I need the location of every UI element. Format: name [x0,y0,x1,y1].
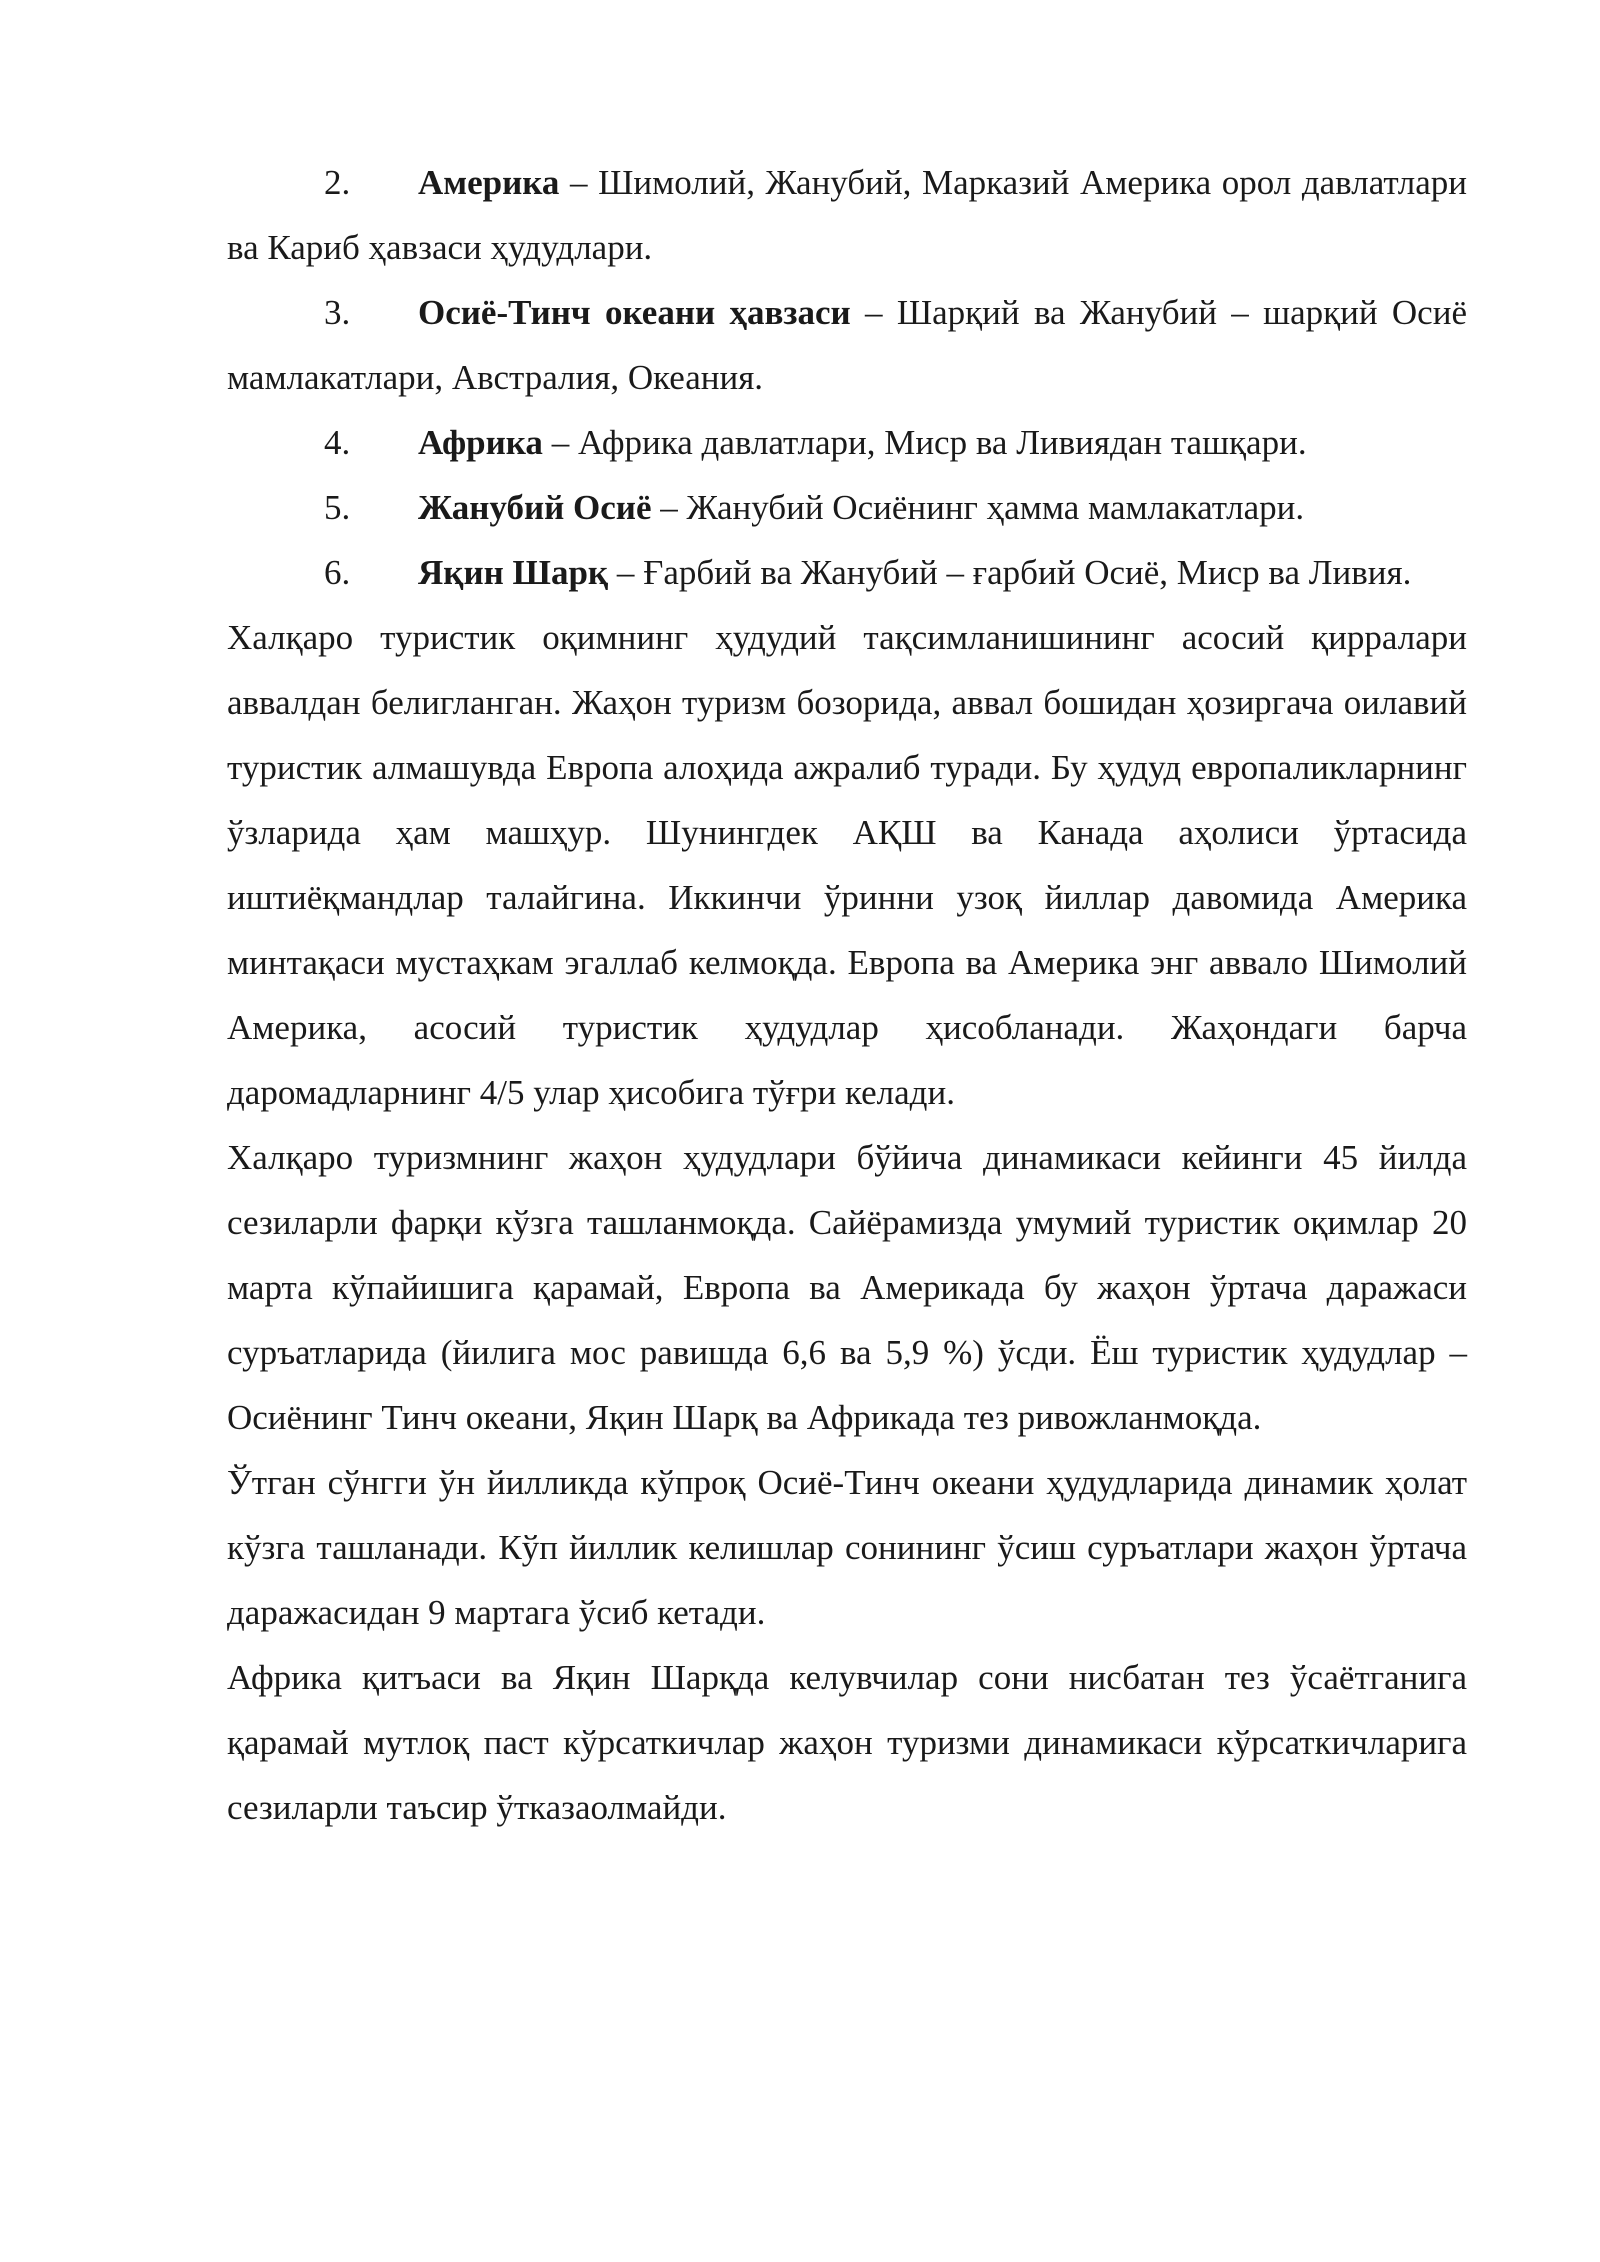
list-text: – Африка давлатлари, Миср ва Ливиядан ташқари. [542,423,1307,462]
list-number: 4. [324,423,351,462]
list-number: 2. [324,163,351,202]
list-term: Яқин Шарқ [418,553,609,592]
paragraph: Ўтган сўнгги ўн йилликда кўпроқ Осиё-Тинч океани ҳудудларида динамик ҳолат кўзга ташланади. Кўп йиллик келишлар сонининг ўсиш суръатлари жаҳон ўртача даражасидан 9 мартага ўсиб кетади. [227,1463,1467,1632]
list-item [227,410,1467,475]
list-term: Осиё-Тинч океани ҳавзаси [418,293,851,332]
list-text: – Шарқий ва Жанубий – шарқий Осиё мамлакатлари, Австралия, Океания. [227,293,1467,397]
list-item [227,475,1467,540]
paragraph: Африка қитъаси ва Яқин Шарқда келувчилар сони нисбатан тез ўсаётганига қарамай мутлоқ паст кўрсаткичлар жаҳон туризми динамикаси кўрсаткичларига сезиларли таъсир ўтказаолмайди. [227,1658,1467,1827]
list-item [227,280,1467,410]
list-text: – Шимолий, Жанубий, Марказий Америка орол давлатлари ва Кариб ҳавзаси ҳудудлари. [227,163,1467,267]
list-number: 3. [324,293,351,332]
paragraph: Халқаро туристик оқимнинг ҳудудий тақсимланишининг асосий қирралари аввалдан белигланган. Жаҳон туризм бозорида, аввал бошидан ҳозиргача оилавий туристик алмашувда Европа алоҳида ажралиб туради. Бу ҳудуд европаликларнинг ўзларида ҳам машҳур. Шунингдек АҚШ ва Канада аҳолиси ўртасида иштиёқмандлар талайгина. Иккинчи ўринни узоқ йиллар давомида Америка минтақаси мустаҳкам эгаллаб келмоқда. Европа ва Америка энг аввало Шимолий Америка, асосий туристик ҳудудлар ҳисобланади. Жаҳондаги барча даромадларнинг 4/5 улар ҳисобига тўғри келади. [227,618,1467,1112]
list-term: Америка [418,163,560,202]
list-item [227,150,1467,280]
paragraph: Халқаро туризмнинг жаҳон ҳудудлари бўйича динамикаси кейинги 45 йилда сезиларли фарқи кўзга ташланмоқда. Сайёрамизда умумий туристик оқимлар 20 марта кўпайишига қарамай, Европа ва Америкада бу жаҳон ўртача даражаси суръатларида (йилига мос равишда 6,6 ва 5,9 %) ўсди. Ёш туристик ҳудудлар – Осиёнинг Тинч океани, Яқин Шарқ ва Африкада тез ривожланмоқда. [227,1138,1467,1437]
list-item [227,540,1467,605]
document-body [227,150,1467,1840]
list-term: Африка [418,423,543,462]
list-number: 5. [324,488,351,527]
list-term: Жанубий Осиё [418,488,652,527]
list-text: – Ғарбий ва Жанубий – ғарбий Осиё, Миср ва Ливия. [608,553,1412,592]
list-number: 6. [324,553,351,592]
list-text: – Жанубий Осиёнинг ҳамма мамлакатлари. [651,488,1305,527]
